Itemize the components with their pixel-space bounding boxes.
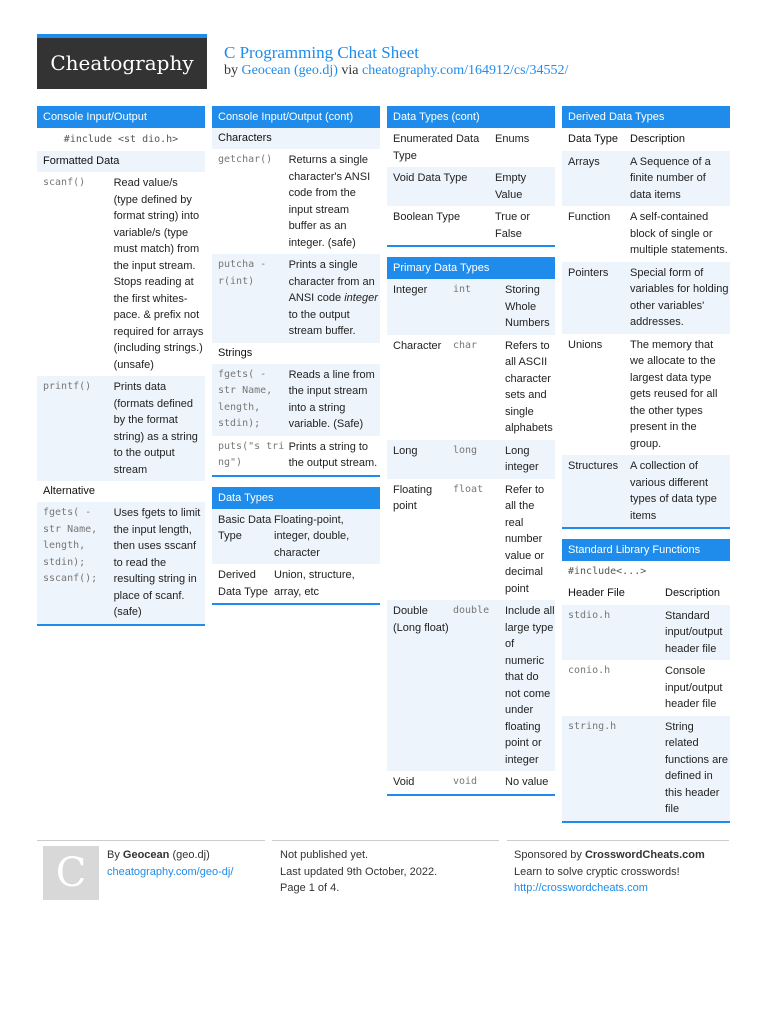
type-keyword: void <box>453 776 478 787</box>
table-row <box>562 605 730 661</box>
table-row <box>562 206 730 262</box>
term: Void Data Type <box>393 172 468 184</box>
table-row <box>37 172 205 376</box>
console-io-box <box>37 106 205 626</box>
term: fgets( - str Name, length, stdin); sscanf(); <box>43 507 98 584</box>
column-3 <box>387 106 555 806</box>
definition: Reads a line from the input stream into a string variable. (Safe) <box>288 368 375 430</box>
primary-data-types-box <box>387 257 555 796</box>
section-header: Console Input/Output (cont) <box>212 106 380 128</box>
table-row <box>562 660 730 716</box>
term: Enumerated Data Type <box>393 133 480 162</box>
include-line: #include<...> <box>568 566 647 577</box>
type-name: Floating point <box>393 483 433 512</box>
data-types-box <box>212 487 380 606</box>
author-link[interactable]: Geocean (geo.dj) <box>241 63 338 78</box>
type-description: Long integer <box>505 444 539 473</box>
table-row <box>212 364 380 436</box>
footer-author-name[interactable]: Geocean <box>122 849 170 861</box>
footer-divider <box>37 840 265 841</box>
column-4 <box>562 106 730 833</box>
page-footer <box>37 840 729 910</box>
column-2 <box>212 106 380 615</box>
header-description: String related functions are defined in this header file <box>665 720 728 815</box>
table-row <box>37 376 205 481</box>
footer-author <box>107 847 233 880</box>
sponsored-by: Sponsored by <box>514 849 582 861</box>
type-keyword: double <box>453 605 490 616</box>
type-description: Storing Whole Numbers <box>505 284 550 329</box>
page-title: C Programming Cheat Sheet <box>224 43 420 62</box>
type-name: Pointers <box>568 266 609 279</box>
subheading: Alternative <box>43 485 95 497</box>
footer-status <box>280 847 437 897</box>
type-description: Refer to all the real number value or decimal point <box>505 483 545 595</box>
sponsor-tagline: Learn to solve cryptic crosswords! <box>514 865 680 878</box>
header-description: Standard input/output header file <box>665 609 723 655</box>
derived-data-types-box <box>562 106 730 529</box>
column-header: Header File <box>568 587 625 599</box>
type-description: A collection of various different types of data type items <box>630 460 717 522</box>
definition-part: to the output stream buffer. <box>288 308 356 337</box>
type-name: Structures <box>568 460 619 472</box>
byline-via: via <box>341 63 359 78</box>
table-header-row <box>562 582 730 605</box>
term: Derived Data Type <box>218 569 268 598</box>
header-file: stdio.h <box>568 609 611 621</box>
subheading: Formatted Data <box>37 151 205 172</box>
type-description: The memory that we allocate to the largest data type gets reused for all the other types present in the group. <box>630 338 718 450</box>
page-number: Page 1 of 4. <box>280 882 340 894</box>
last-updated: Last updated 9th October, 2022. <box>280 865 438 878</box>
type-name: Long <box>393 444 418 457</box>
subheading: Strings <box>218 346 253 359</box>
section-header: Derived Data Types <box>562 106 730 128</box>
type-keyword: char <box>453 339 478 351</box>
column-header: Description <box>630 133 686 145</box>
cheatography-logo[interactable]: Cheatography <box>37 38 207 89</box>
header-description: Console input/output header file <box>665 665 723 710</box>
term: puts("s tri ng") <box>218 440 285 468</box>
type-description: Refers to all ASCII character sets and single alphabets <box>505 339 553 434</box>
data-types-cont-box <box>387 106 555 247</box>
column-1 <box>37 106 205 636</box>
table-row <box>212 436 380 475</box>
section-header: Standard Library Functions <box>562 539 730 561</box>
table-row <box>387 206 555 245</box>
type-name: Function <box>568 211 611 223</box>
sponsor-name: CrosswordCheats.com <box>584 849 705 861</box>
table-row <box>562 716 730 821</box>
term: putcha - r(int) <box>218 259 267 287</box>
table-row <box>387 128 555 167</box>
type-name: Void <box>393 776 415 788</box>
section-header: Data Types <box>212 487 380 509</box>
type-keyword: long <box>453 444 478 456</box>
footer-author-link[interactable]: cheatography.com/geo-dj/ <box>107 865 234 878</box>
sponsor-link[interactable]: http://crosswordcheats.com <box>514 882 648 894</box>
definition: Uses fgets to limit the input length, then uses sscanf to read the resulting string in place of scanf. (safe) <box>113 507 201 618</box>
type-description: Include all large type of numeric that do not come under floating point or integer <box>505 605 555 766</box>
table-row <box>212 149 380 254</box>
sheet-url-link[interactable]: cheatography.com/164912/cs/34552/ <box>362 63 569 78</box>
footer-author-handle: (geo.dj) <box>172 849 210 861</box>
table-row <box>37 502 205 624</box>
table-row <box>212 509 380 565</box>
definition: Enums <box>495 133 530 145</box>
table-row <box>387 479 555 601</box>
publish-status: Not published yet. <box>280 849 369 861</box>
table-row <box>562 455 730 527</box>
definition: True or False <box>495 211 531 240</box>
section-header: Data Types (cont) <box>387 106 555 128</box>
author-avatar[interactable]: C <box>43 846 99 900</box>
definition: Prints a string to the output stream. <box>288 440 378 469</box>
definition <box>289 257 380 340</box>
type-name: Character <box>393 339 442 352</box>
definition-emphasis: integer <box>344 292 378 304</box>
term: fgets( - str Name, length, stdin); <box>218 368 273 429</box>
table-row <box>212 254 380 343</box>
table-row <box>387 335 555 440</box>
type-name: Arrays <box>568 155 600 168</box>
definition-part: Prints a single character from an ANSI code <box>288 259 375 304</box>
table-row <box>387 600 555 771</box>
section-header: Primary Data Types <box>387 257 555 279</box>
table-row <box>387 771 555 794</box>
type-description: A self-contained block of single or multiple statements. <box>630 211 728 256</box>
footer-divider <box>507 840 729 841</box>
standard-library-box <box>562 539 730 823</box>
table-row <box>562 151 730 207</box>
definition: Prints data (formats defined by the format string) as a string to the output stream <box>113 381 198 476</box>
type-description: No value <box>505 776 549 788</box>
definition: Floating-point, integer, double, character <box>274 513 350 559</box>
definition: Union, structure, array, etc <box>274 569 355 598</box>
include-line: #include <st dio.h> <box>63 134 179 145</box>
table-row <box>387 279 555 335</box>
footer-by: By <box>107 849 120 861</box>
table-row <box>212 564 380 603</box>
byline-by: by <box>224 63 238 78</box>
console-io-cont-box <box>212 106 380 477</box>
table-row <box>562 334 730 456</box>
footer-sponsor <box>514 847 705 897</box>
section-header: Console Input/Output <box>37 106 205 128</box>
footer-divider <box>272 840 499 841</box>
table-row <box>387 440 555 479</box>
byline <box>224 63 568 79</box>
term: Basic Data Type <box>218 513 272 542</box>
definition: Empty Value <box>495 172 527 201</box>
type-description: A Sequence of a finite number of data items <box>630 155 711 201</box>
table-row <box>562 262 730 334</box>
type-name: Double (Long float) <box>393 605 449 634</box>
term: getchar() <box>218 154 273 165</box>
header-file: string.h <box>568 720 617 732</box>
table-row <box>387 167 555 206</box>
header-file: conio.h <box>568 665 611 676</box>
type-keyword: float <box>453 483 484 495</box>
column-header: Description <box>665 587 721 599</box>
type-name: Unions <box>568 338 603 351</box>
column-header: Data Type <box>568 133 618 145</box>
definition: Returns a single character's ANSI code from the input stream buffer as an integer. (safe) <box>288 154 371 249</box>
type-name: Integer <box>393 284 428 296</box>
type-description: Special form of variables for holding other variables' addresses. <box>630 266 729 328</box>
term: Boolean Type <box>393 211 461 223</box>
term: printf() <box>43 381 92 392</box>
subheading: Characters <box>212 128 380 149</box>
definition: Read value/s (type defined by format string) into variable/s (type must match) from the input stream. Stops reading at the first whitespace. & prefix not required for arrays (including strings.) (unsafe) <box>113 177 204 371</box>
term: scanf() <box>43 177 86 188</box>
table-header-row <box>562 128 730 151</box>
type-keyword: int <box>453 284 472 295</box>
